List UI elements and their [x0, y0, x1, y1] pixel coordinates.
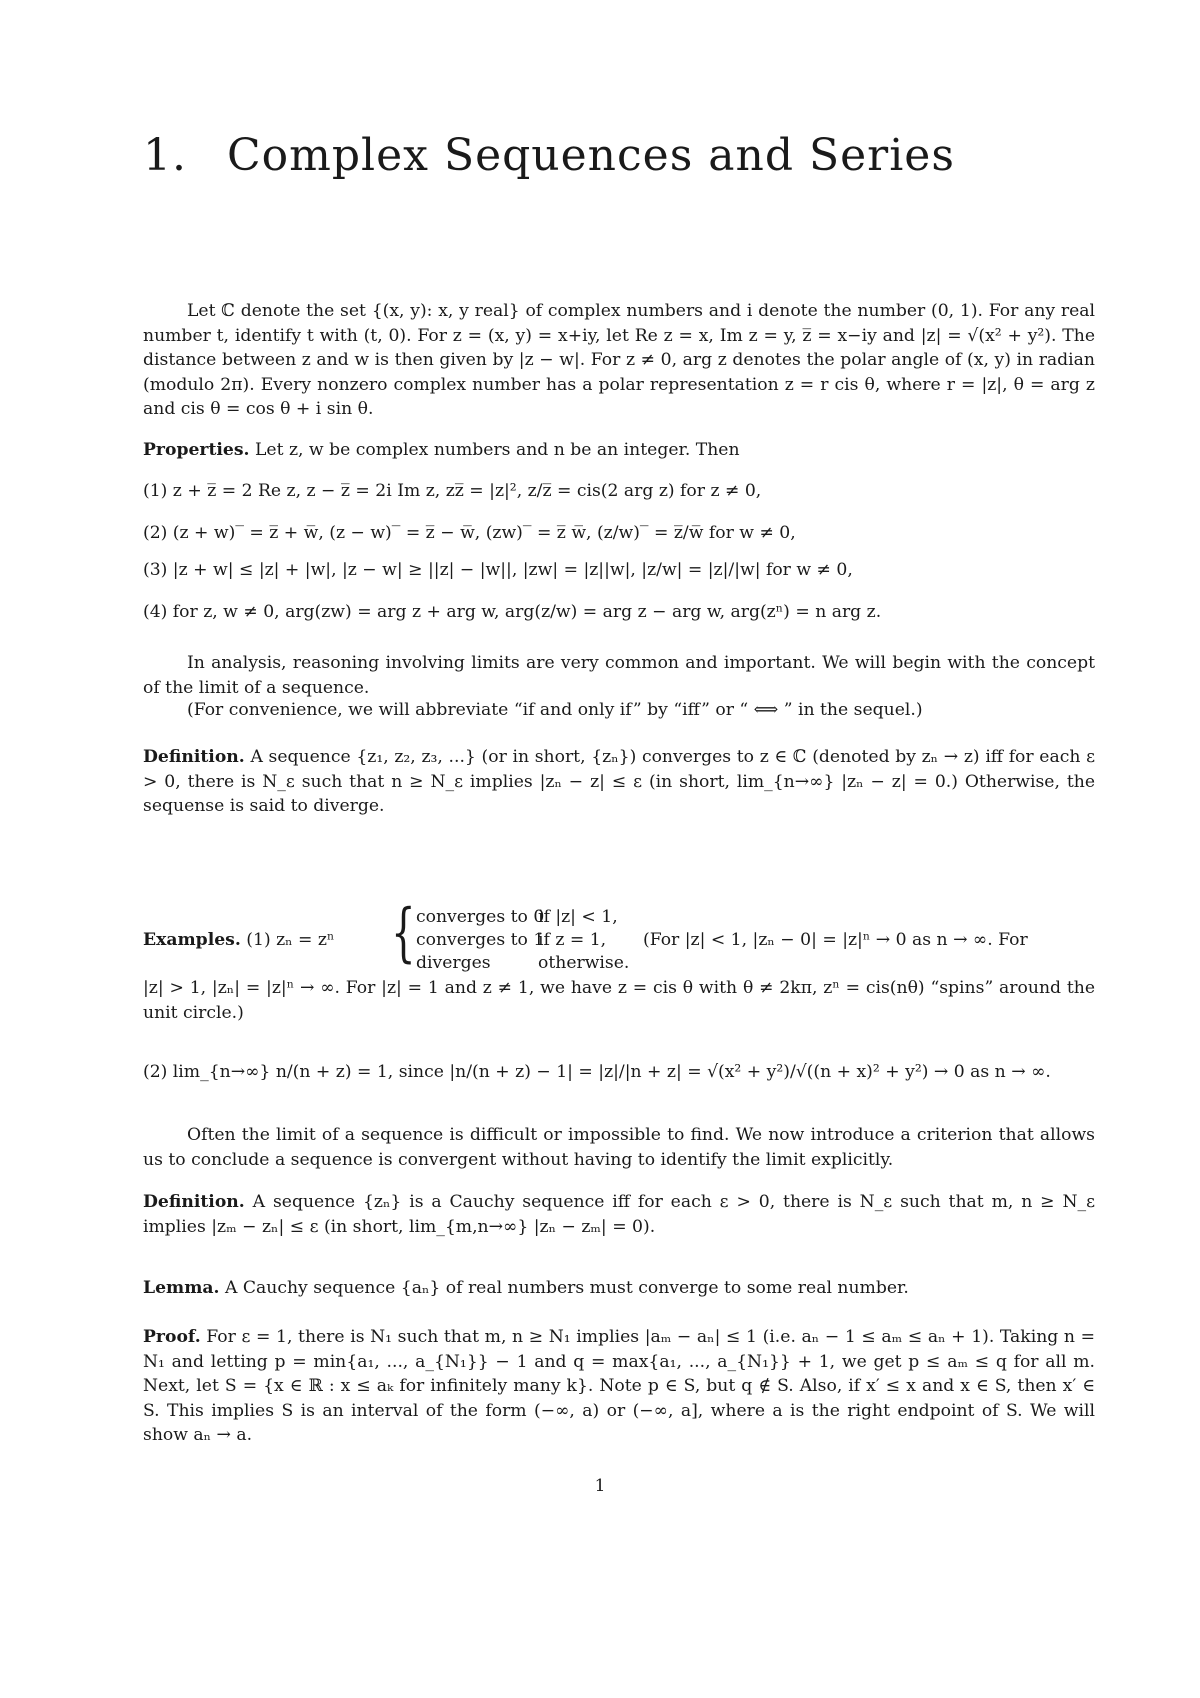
examples-continuation: |z| > 1, |zₙ| = |z|ⁿ → ∞. For |z| = 1 and z ≠ 1, we have z = cis θ with θ ≠ 2kπ, zⁿ = cis(nθ) “spins” around the unit circle.) — [143, 978, 1095, 1023]
case-label-1: converges to 0 — [416, 907, 545, 927]
definition-cauchy-heading: Definition. — [143, 1192, 245, 1212]
convenience-paragraph: (For convenience, we will abbreviate “if and only if” by “iff” or “ ⟺ ” in the sequel.) — [187, 700, 923, 720]
property-item-1: (1) z + z̅ = 2 Re z, z − z̅ = 2i Im z, zz̅ = |z|², z/z̅ = cis(2 arg z) for z ≠ 0, — [143, 481, 762, 501]
section-title — [143, 130, 955, 181]
cases-brace: { — [391, 896, 416, 970]
section-number: 1. — [143, 130, 187, 181]
examples-lead — [143, 930, 334, 950]
proof-text: For ε = 1, there is N₁ such that m, n ≥ N₁ implies |aₘ − aₙ| ≤ 1 (i.e. aₙ − 1 ≤ aₘ ≤ aₙ + 1). Taking n = N₁ and letting p = min{a₁, ..., a_{N₁}} − 1 and q = max{a₁, ..., a_{N₁}} + 1, we get p ≤ aₘ ≤ q for all m. Next, let S = {x ∈ ℝ : x ≤ aₖ for infinitely many k}. Note p ∈ S, but q ∉ S. Also, if x′ ≤ x and x ∈ S, then x′ ∈ S. This implies S is an interval of the form (−∞, a) or (−∞, a], where a is the right endpoint of S. We will show aₙ → a. — [143, 1327, 1095, 1445]
property-item-4: (4) for z, w ≠ 0, arg(zw) = arg z + arg w, arg(z/w) = arg z − arg w, arg(zⁿ) = n arg z. — [143, 602, 882, 622]
examples-tail: (For |z| < 1, |zₙ − 0| = |z|ⁿ → 0 as n → ∞. For — [643, 930, 1028, 950]
properties-heading: Properties. — [143, 440, 250, 460]
properties-lead — [143, 440, 740, 460]
case-label-2: converges to 1 — [416, 930, 545, 950]
properties-lead-text: Let z, w be complex numbers and n be an integer. Then — [254, 440, 740, 460]
case-cond-2: if z = 1, — [538, 930, 607, 950]
property-item-2: (2) (z + w)‾ = z̅ + w̅, (z − w)‾ = z̅ − w̅, (zw)‾ = z̅ w̅, (z/w)‾ = z̅/w̅ for w ≠ 0, — [143, 523, 796, 543]
definition-heading: Definition. — [143, 747, 245, 767]
case-cond-3: otherwise. — [538, 953, 630, 973]
analysis-paragraph: In analysis, reasoning involving limits are very common and important. We will begin with the concept of the limit of a sequence. — [143, 653, 1095, 698]
proof-heading: Proof. — [143, 1327, 201, 1347]
definition-cauchy — [143, 1190, 1095, 1239]
examples-block — [143, 896, 1095, 977]
often-paragraph: Often the limit of a sequence is difficult or impossible to find. We now introduce a criterion that allows us to conclude a sequence is convergent without having to identify the limit explicitly. — [143, 1125, 1095, 1170]
lemma-text: A Cauchy sequence {aₙ} of real numbers must converge to some real number. — [224, 1278, 909, 1298]
definition-convergence-text: A sequence {z₁, z₂, z₃, ...} (or in short, {zₙ}) converges to z ∈ ℂ (denoted by zₙ → z) iff for each ε > 0, there is N_ε such that n ≥ N_ε implies |zₙ − z| ≤ ε (in short, lim_{n→∞} |zₙ − z| = 0.) Otherwise, the sequense is said to diverge. — [143, 747, 1095, 816]
page-number: 1 — [594, 1476, 606, 1496]
example-2: (2) lim_{n→∞} n/(n + z) = 1, since |n/(n + z) − 1| = |z|/|n + z| = √(x² + y²)/√((n + x)² + y²) → 0 as n → ∞. — [143, 1062, 1051, 1082]
lemma — [143, 1276, 1095, 1301]
definition-convergence — [143, 745, 1095, 819]
definition-cauchy-text: A sequence {zₙ} is a Cauchy sequence iff for each ε > 0, there is N_ε such that m, n ≥ N_ε implies |zₘ − zₙ| ≤ ε (in short, lim_{m,n→∞} |zₙ − zₘ| = 0). — [143, 1192, 1095, 1237]
intro-paragraph: Let ℂ denote the set {(x, y): x, y real} of complex numbers and i denote the number (0, 1). For any real number t, identify t with (t, 0). For z = (x, y) = x+iy, let Re z = x, Im z = y, z̅ = x−iy and |z| = √(x² + y²). The distance between z and w is then given by |z − w|. For z ≠ 0, arg z denotes the polar angle of (x, y) in radian (modulo 2π). Every nonzero complex number has a polar representation z = r cis θ, where r = |z|, θ = arg z and cis θ = cos θ + i sin θ. — [143, 301, 1095, 419]
section-title-text: Complex Sequences and Series — [227, 130, 955, 181]
examples-lead-text: (1) zₙ = zⁿ — [246, 930, 335, 950]
case-label-3: diverges — [416, 953, 491, 973]
property-item-3: (3) |z + w| ≤ |z| + |w|, |z − w| ≥ ||z| − |w||, |zw| = |z||w|, |z/w| = |z|/|w| for w ≠ 0, — [143, 560, 853, 580]
examples-heading: Examples. — [143, 930, 241, 950]
lemma-heading: Lemma. — [143, 1278, 220, 1298]
proof — [143, 1325, 1095, 1448]
case-cond-1: if |z| < 1, — [538, 907, 618, 927]
